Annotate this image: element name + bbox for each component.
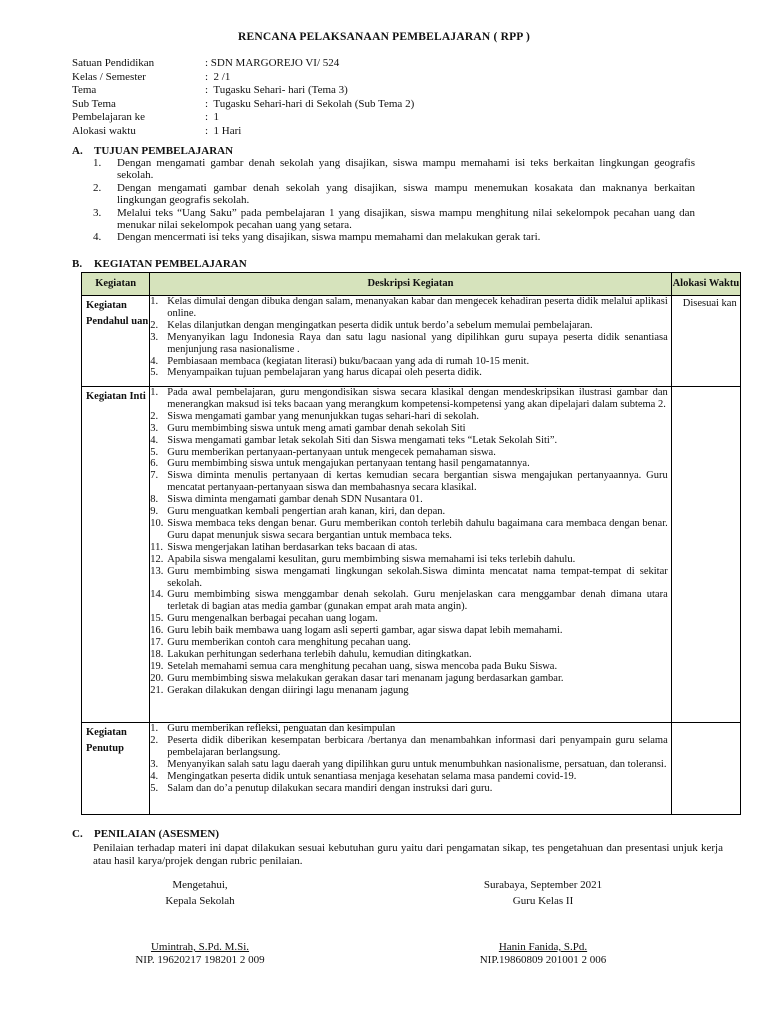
activity-step <box>150 458 671 470</box>
identity-value: : 2 /1 <box>205 70 231 83</box>
activity-time-allocation <box>671 723 740 815</box>
objective-text: Dengan mencermati isi teks yang disajikan, siswa mampu memahami dan melakukan gerak tari. <box>117 231 541 244</box>
step-number: 2. <box>150 410 159 422</box>
step-text: Guru memberikan contoh cara menghitung pecahan uang. <box>167 637 411 649</box>
header-deskripsi: Deskripsi Kegiatan <box>150 273 672 296</box>
step-number: 6. <box>150 458 159 470</box>
identity-value: : SDN MARGOREJO VI/ 524 <box>205 57 340 69</box>
activity-step <box>150 423 671 435</box>
header-kegiatan: Kegiatan <box>82 273 150 296</box>
step-number: 8. <box>150 494 159 506</box>
identity-label: Pembelajaran ke <box>72 111 145 124</box>
activity-step <box>150 296 671 320</box>
step-number: 1. <box>150 387 159 398</box>
objective-number: 3. <box>93 206 102 219</box>
step-text: Menyanyikan lagu Indonesia Raya dan satu lagu nasional yang dipilihkan guru supaya peserta didik senantiasa menjunjung rasa nasionalisme . <box>167 331 668 355</box>
step-text: Guru memberikan refleksi, penguatan dan kesimpulan <box>167 723 396 734</box>
activity-description <box>150 387 672 723</box>
step-number: 21. <box>150 684 164 696</box>
assessment-text: Penilaian terhadap materi ini dapat dilakukan sesuai kebutuhan guru yaitu dari pengamatan sikap, tes pengetahuan dan presentasi unjuk kerja atau hasil karya/projek dengan rubric penilaian. <box>93 842 723 868</box>
activity-step <box>150 494 671 506</box>
teacher-name: Hanin Fanida, S.Pd. <box>498 941 588 953</box>
identity-label: Satuan Pendidikan <box>72 57 155 69</box>
step-number: 15. <box>150 613 164 625</box>
activity-step <box>150 649 671 661</box>
step-number: 3. <box>150 331 159 343</box>
section-c-heading <box>72 828 219 840</box>
step-text: Guru memberikan pertanyaan-pertanyaan untuk mengecek pemahaman siswa. <box>167 446 496 458</box>
step-text: Siswa mengamati gambar letak sekolah Siti dan Siswa mengamati teks “Letak Sekolah Siti”. <box>167 434 558 446</box>
step-text: Guru menguatkan kembali pengertian arah kanan, kiri, dan depan. <box>167 506 446 518</box>
step-text: Siswa membaca teks dengan benar. Guru memberikan contoh terlebih dahulu bagaimana cara membaca dengan benar. Guru dapat menunjuk siswa secara bergantian untuk membaca teks. <box>167 517 668 541</box>
step-number: 12. <box>150 553 164 565</box>
step-number: 3. <box>150 758 159 770</box>
activity-step <box>150 542 671 554</box>
objective-text: Dengan mengamati gambar denah sekolah yang disajikan, siswa mampu menemukan kosakata dan maknanya berkaitan lingkungan geografis sekolah. <box>117 181 695 207</box>
activity-step <box>150 723 671 735</box>
step-text: Guru membimbing siswa menggambar denah sekolah. Guru menjelaskan cara menggambar denah dimana utara terletak di bagian atas media gambar (gunakan empat arah mata angin). <box>167 589 668 613</box>
activity-row <box>82 387 741 723</box>
activity-time-allocation <box>671 387 740 723</box>
identity-value: : 1 Hari <box>205 124 242 137</box>
signature-left-line1: Mengetahui, <box>172 879 228 891</box>
activity-step <box>150 735 671 759</box>
headmaster-name: Umintrah, S.Pd. M.Si. <box>150 941 250 953</box>
identity-label: Alokasi waktu <box>72 124 136 137</box>
activity-step <box>150 759 671 771</box>
activity-step <box>150 387 671 411</box>
activity-phase-name: Kegiatan Inti <box>82 387 150 723</box>
activity-step <box>150 518 671 542</box>
identity-label: Sub Tema <box>72 97 116 110</box>
activity-step <box>150 332 671 356</box>
activity-step <box>150 470 671 494</box>
activity-step <box>150 411 671 423</box>
step-number: 17. <box>150 637 164 649</box>
step-text: Guru membimbing siswa untuk mengajukan pertanyaan tentang hasil pengamatannya. <box>167 458 530 470</box>
step-number: 1. <box>150 296 159 307</box>
step-number: 4. <box>150 770 159 782</box>
activity-step <box>150 447 671 459</box>
objective-item <box>93 231 695 243</box>
step-number: 18. <box>150 648 164 660</box>
activity-step <box>150 673 671 685</box>
objective-text: Melalui teks “Uang Saku” pada pembelajaran 1 yang disajikan, siswa mampu menghitung nilai sekelompok pecahan uang dan menukar nilai sekelompok pecahan uang yang setara. <box>117 206 695 232</box>
objective-number: 1. <box>93 157 102 169</box>
activity-description <box>150 296 672 387</box>
step-text: Pembiasaan membaca (kegiatan literasi) buku/bacaan yang ada di rumah 10-15 menit. <box>167 355 530 367</box>
step-text: Guru mengenalkan berbagai pecahan uang logam. <box>167 613 378 625</box>
step-text: Apabila siswa mengalami kesulitan, guru membimbing siswa memahami isi teks terlebih dahulu. <box>167 553 576 565</box>
step-number: 11. <box>150 541 163 553</box>
activity-step <box>150 637 671 649</box>
identity-row <box>72 125 414 139</box>
step-number: 5. <box>150 446 159 458</box>
activity-step <box>150 685 671 697</box>
activity-row <box>82 723 741 815</box>
section-a-number: A. <box>72 145 83 157</box>
identity-value: : Tugasku Sehari-hari di Sekolah (Sub Tema 2) <box>205 97 415 110</box>
activity-step <box>150 367 671 379</box>
activity-step <box>150 625 671 637</box>
activity-row <box>82 296 741 387</box>
objective-number: 4. <box>93 231 102 244</box>
step-number: 2. <box>150 319 159 331</box>
identity-row <box>72 84 414 98</box>
step-text: Guru lebih baik membawa uang logam asli seperti gambar, agar siswa dapat lebih memahami. <box>167 625 563 637</box>
activity-step <box>150 589 671 613</box>
activity-phase-name: Kegiatan Penutup <box>82 723 150 815</box>
section-b-heading <box>72 258 247 270</box>
activity-steps <box>150 296 671 379</box>
identity-row <box>72 111 414 125</box>
step-number: 2. <box>150 734 159 746</box>
header-alokasi-waktu: Alokasi Waktu <box>671 273 740 296</box>
activity-step <box>150 435 671 447</box>
step-number: 16. <box>150 625 164 637</box>
step-number: 7. <box>150 470 159 482</box>
step-number: 4. <box>150 434 159 446</box>
step-number: 20. <box>150 672 164 684</box>
activity-step <box>150 661 671 673</box>
step-text: Lakukan perhitungan sederhana terlebih dahulu, kemudian ditingkatkan. <box>167 648 472 660</box>
step-text: Pada awal pembelajaran, guru mengondisikan siswa secara klasikal dengan mendeskripsikan ilustrasi gambar dan menerangkan maksud isi teks bacaan yang merangkum kompetensi-kompetensi yang akan dipelajari dalam subtema 2. <box>167 387 668 410</box>
step-text: Mengingatkan peserta didik untuk senantiasa menjaga kesehatan selama masa pandemi covid-19. <box>167 770 577 782</box>
activity-description <box>150 723 672 815</box>
step-text: Siswa mengerjakan latihan berdasarkan teks bacaan di atas. <box>167 541 418 553</box>
signature-right-line2: Guru Kelas II <box>512 895 574 907</box>
step-text: Salam dan do’a penutup dilakukan secara mandiri dengan instruksi dari guru. <box>167 782 493 794</box>
step-number: 1. <box>150 723 159 734</box>
activity-step <box>150 356 671 368</box>
section-b-number: B. <box>72 258 83 270</box>
step-number: 5. <box>150 367 159 379</box>
activity-step <box>150 554 671 566</box>
section-a-title: TUJUAN PEMBELAJARAN <box>94 145 234 157</box>
step-number: 19. <box>150 660 164 672</box>
step-text: Gerakan dilakukan dengan diiringi lagu menanam jagung <box>167 684 409 696</box>
step-number: 3. <box>150 422 159 434</box>
identity-row <box>72 57 414 71</box>
identity-row <box>72 98 414 112</box>
step-number: 9. <box>150 506 159 518</box>
activity-time-allocation: Disesuai kan <box>671 296 740 387</box>
teacher-nip: NIP.19860809 201001 2 006 <box>479 954 607 966</box>
section-c-title: PENILAIAN (ASESMEN) <box>94 828 219 840</box>
identity-value: : 1 <box>205 111 220 124</box>
activity-step <box>150 320 671 332</box>
identity-block <box>72 57 414 139</box>
objective-item <box>93 182 695 207</box>
identity-row <box>72 71 414 85</box>
step-text: Siswa mengamati gambar yang menunjukkan tugas sehari-hari di sekolah. <box>167 410 479 422</box>
step-text: Peserta didik diberikan kesempatan berbicara /bertanya dan menambahkan informasi dari penyampain guru selama pembelajaran berlangsung. <box>167 734 668 758</box>
objective-item <box>93 207 695 232</box>
activity-phase-name: Kegiatan Pendahul uan <box>82 296 150 387</box>
activity-step <box>150 566 671 590</box>
signature-right-line1: Surabaya, September 2021 <box>483 879 603 891</box>
section-b-title: KEGIATAN PEMBELAJARAN <box>94 258 247 270</box>
objective-text: Dengan mengamati gambar denah sekolah yang disajikan, siswa mampu memahami isi teks berkaitan lingkungan geografis sekolah. <box>117 157 695 182</box>
section-c-number: C. <box>72 828 83 840</box>
step-text: Menyampaikan tujuan pembelajaran yang harus dicapai oleh peserta didik. <box>167 367 482 379</box>
section-a-heading <box>72 145 233 157</box>
step-text: Guru membimbing siswa untuk meng amati gambar denah sekolah Siti <box>167 422 466 434</box>
step-text: Kelas dimulai dengan dibuka dengan salam, menanyakan kabar dan mengecek kehadiran peserta didik melalui aplikasi online. <box>167 296 668 319</box>
activity-step <box>150 506 671 518</box>
activity-step <box>150 783 671 795</box>
headmaster-nip: NIP. 19620217 198201 2 009 <box>135 954 265 966</box>
step-text: Guru membimbing siswa melakukan gerakan dasar tari menanam jagung berdasarkan gambar. <box>167 672 564 684</box>
identity-label: Tema <box>72 84 97 97</box>
activity-steps <box>150 387 671 697</box>
objective-number: 2. <box>93 181 102 194</box>
step-text: Setelah memahami semua cara menghitung pecahan uang, siswa mencoba pada Buku Siswa. <box>167 660 558 672</box>
step-number: 13. <box>150 565 164 577</box>
activity-step <box>150 771 671 783</box>
activity-steps <box>150 723 671 794</box>
signature-right <box>453 877 633 968</box>
step-number: 5. <box>150 782 159 794</box>
step-number: 10. <box>150 517 164 529</box>
step-text: Siswa diminta mengamati gambar denah SDN Nusantara 01. <box>167 494 423 506</box>
step-number: 4. <box>150 355 159 367</box>
step-text: Guru membimbing siswa mengamati lingkungan sekolah.Siswa diminta mencatat nama tempat-tempat di sekitar sekolah. <box>167 565 668 589</box>
document-title: RENCANA PELAKSANAAN PEMBELAJARAN ( RPP ) <box>238 31 530 43</box>
signature-left-line2: Kepala Sekolah <box>165 895 235 907</box>
activity-step <box>150 613 671 625</box>
step-text: Kelas dilanjutkan dengan mengingatkan peserta didik untuk berdo’a sebelum memulai pembelajaran. <box>167 319 593 331</box>
objective-item <box>93 157 695 182</box>
activities-table <box>81 272 741 815</box>
step-number: 14. <box>150 589 164 601</box>
identity-value: : Tugasku Sehari- hari (Tema 3) <box>205 84 348 97</box>
step-text: Siswa diminta menulis pertanyaan di kertas kemudian secara bergantian siswa mengajukan pertanyaannya. Guru mencatat pertanyaan-pertanyaan siswa dan membahasnya secara klasikal. <box>167 470 668 494</box>
signature-left <box>110 877 290 968</box>
learning-objectives-list <box>93 157 695 244</box>
identity-label: Kelas / Semester <box>72 70 146 83</box>
step-text: Menyanyikan salah satu lagu daerah yang dipilihkan guru untuk menumbuhkan nasionalisme, persatuan, dan toleransi. <box>167 758 667 770</box>
